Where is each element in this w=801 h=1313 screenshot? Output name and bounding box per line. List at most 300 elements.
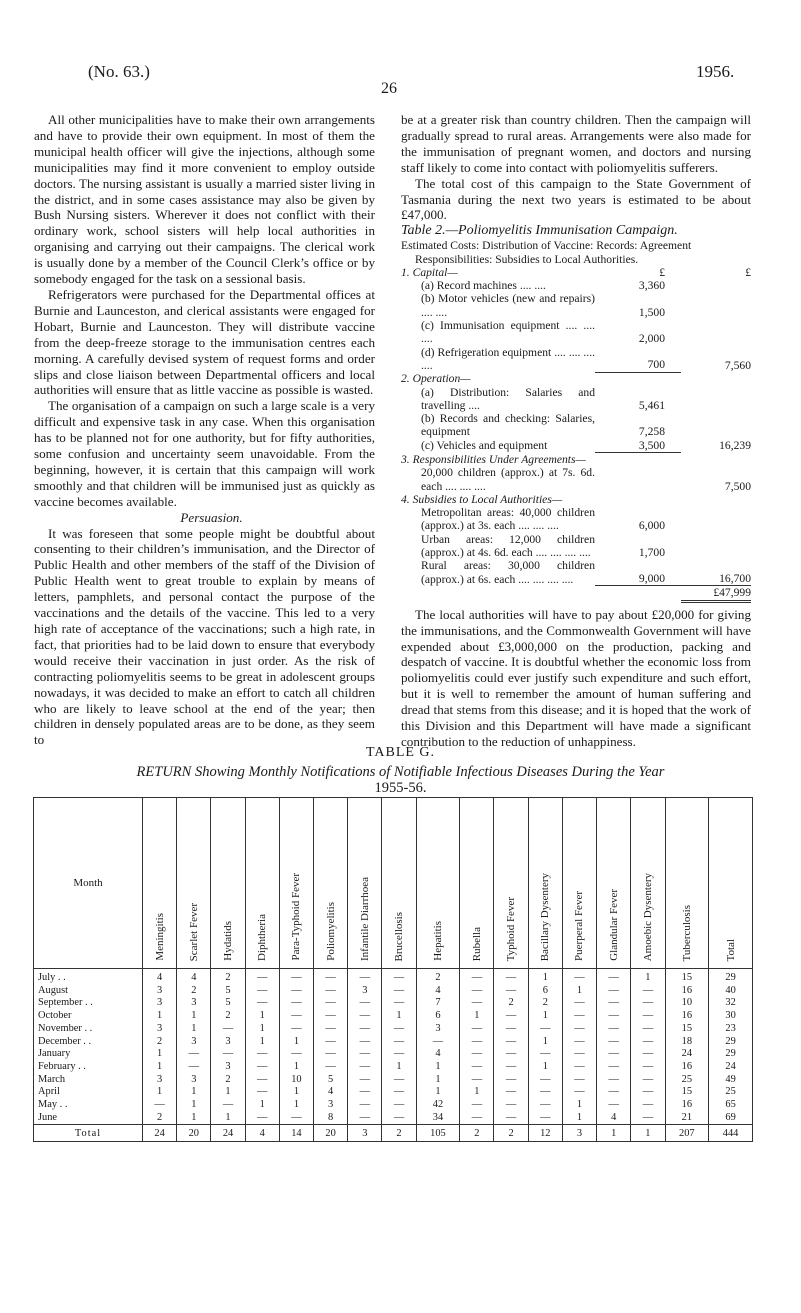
cost-subtotal: 16,700 [719,572,751,586]
month-cell: May . . [34,1099,143,1112]
paragraph-total-cost: The total cost of this campaign to the State Government of Tasmania during the next two years is estimated to be about £47,000. [401,175,751,223]
column-header [562,798,596,969]
value-cell: — [245,1086,279,1099]
total-cell: 444 [709,1125,753,1142]
value-cell: — [279,985,313,998]
column-header [460,798,494,969]
value-cell: — [494,985,528,998]
column-header-label: Glandular Fever [607,889,620,961]
cost-item: (a) Record machines .... .... [421,279,546,293]
value-cell: 5 [211,997,245,1010]
cost-item: 20,000 children (approx.) at 7s. 6d. each .... .... .... [421,466,595,493]
column-header [177,798,211,969]
table-2-description: Estimated Costs: Distribution of Vaccine: Records: Agreement Responsibilities: Subsidies to Local Authorities. [401,239,692,266]
document-year: 1956. [696,62,735,81]
cost-section-subsidies: 4. Subsidies to Local Authorities— [401,492,563,506]
value-cell: 4 [314,1086,348,1099]
column-header-label: Puerperal Fever [573,891,586,961]
value-cell: — [211,1048,245,1061]
value-cell: — [382,1112,416,1125]
value-cell: — [348,969,382,985]
value-cell: — [528,1048,562,1061]
value-cell: 1 [279,1099,313,1112]
value-cell: — [562,1061,596,1074]
total-cell: 3 [562,1125,596,1142]
cost-subtotal: 16,239 [719,439,751,453]
value-cell: — [597,1036,631,1049]
month-cell: January [34,1048,143,1061]
column-header-label: Amoebic Dysentery [641,872,654,961]
value-cell: — [314,997,348,1010]
value-cell: — [314,1036,348,1049]
value-cell: 29 [709,969,753,985]
month-cell: September . . [34,997,143,1010]
value-cell: — [314,969,348,985]
value-cell: 1 [245,1023,279,1036]
value-cell: 3 [177,997,211,1010]
value-cell: — [348,1061,382,1074]
value-cell: 5 [211,985,245,998]
value-cell: — [279,1112,313,1125]
cost-subtotal: 7,500 [724,479,751,493]
value-cell: — [348,1036,382,1049]
table-row [34,969,753,985]
month-cell: July . . [34,969,143,985]
cost-value: 9,000 [595,559,681,586]
value-cell: — [597,997,631,1010]
total-cell: 2 [494,1125,528,1142]
value-cell: — [460,1036,494,1049]
cost-value: 2,000 [638,332,665,346]
value-cell: 1 [245,1036,279,1049]
value-cell: 4 [597,1112,631,1125]
value-cell: 1 [631,969,665,985]
value-cell: — [494,1074,528,1087]
value-cell: — [631,1074,665,1087]
column-header [245,798,279,969]
value-cell: — [562,1023,596,1036]
value-cell: — [460,1023,494,1036]
value-cell: — [245,985,279,998]
value-cell: 16 [665,1061,709,1074]
table-row [34,1048,753,1061]
table-row [34,1023,753,1036]
total-cell: 24 [143,1125,177,1142]
value-cell: 4 [177,969,211,985]
value-cell: 30 [709,1010,753,1023]
value-cell: — [597,1061,631,1074]
value-cell: — [631,985,665,998]
total-cell: 3 [348,1125,382,1142]
total-cell: 20 [314,1125,348,1142]
column-header [665,798,709,969]
month-cell: October [34,1010,143,1023]
total-cell: 14 [279,1125,313,1142]
month-cell: February . . [34,1061,143,1074]
value-cell: — [314,1048,348,1061]
value-cell: — [631,1099,665,1112]
value-cell: — [348,1023,382,1036]
table-row [34,1086,753,1099]
value-cell: — [494,1010,528,1023]
value-cell: 1 [177,1010,211,1023]
column-header-label: Brucellosis [393,911,406,961]
value-cell: 1 [211,1112,245,1125]
value-cell: 1 [211,1086,245,1099]
value-cell: 1 [562,985,596,998]
column-header-label: Bacillary Dysentery [539,872,552,961]
value-cell: 1 [177,1112,211,1125]
value-cell: — [494,1112,528,1125]
table-2-label: Table 2. [401,223,446,239]
value-cell: 1 [143,1086,177,1099]
subheading-persuasion: Persuasion. [180,509,243,525]
table-row [34,1112,753,1125]
paragraph-local-authorities: The local authorities will have to pay about £20,000 for giving the immunisations, and the Commonwealth Government will have expended about £3,000,000 on the production, packing and despatch of vaccine. It is doubtful whether the economic loss from poliomyelitis could ever justify such expenditure and such effort, but it is well to remember the amount of human suffering and dread that stems from this disease; and it is hoped that the work of this Division and this Department will have made a significant contribution to the reduction of unhappiness. [401,606,751,750]
column-header-month: Month [34,798,143,969]
value-cell: — [460,997,494,1010]
value-cell: 2 [528,997,562,1010]
value-cell: — [279,1023,313,1036]
value-cell: 69 [709,1112,753,1125]
total-cell: 24 [211,1125,245,1142]
value-cell: 1 [562,1112,596,1125]
value-cell: — [460,969,494,985]
value-cell: — [279,997,313,1010]
value-cell: 42 [416,1099,460,1112]
column-header-label: Rubella [470,926,483,961]
month-cell: June [34,1112,143,1125]
table-g-year: 1955-56. [374,780,427,796]
value-cell: — [631,1061,665,1074]
cost-value: 1,500 [638,305,665,319]
value-cell: — [631,1010,665,1023]
value-cell: — [528,1023,562,1036]
value-cell: — [382,1036,416,1049]
total-cell: 207 [665,1125,709,1142]
column-header [314,798,348,969]
value-cell: 1 [177,1023,211,1036]
total-cell: 4 [245,1125,279,1142]
value-cell: — [279,1010,313,1023]
value-cell: 3 [211,1036,245,1049]
value-cell: — [382,1086,416,1099]
column-header [143,798,177,969]
value-cell: — [597,1074,631,1087]
value-cell: 3 [177,1036,211,1049]
value-cell: — [494,1023,528,1036]
value-cell: 25 [665,1074,709,1087]
value-cell: 1 [528,1061,562,1074]
page-number: 26 [381,80,397,97]
column-header-label: Diphtheria [256,913,269,961]
value-cell: 1 [382,1061,416,1074]
month-cell: April [34,1086,143,1099]
month-cell: December . . [34,1036,143,1049]
value-cell: 29 [709,1048,753,1061]
value-cell: 7 [416,997,460,1010]
value-cell: — [597,1010,631,1023]
value-cell: — [245,1048,279,1061]
paragraph-refrigerators: Refrigerators were purchased for the Departmental offices at Burnie and Launceston, and clerical assistants were engaged for Hobart, Burnie and Launceston. They will distribute vaccine from the deep-freeze storage to the immunisation centres each morning. A carefully devised system of request forms and order slips and close liaison between Departmental officers and local authorities will ensure that as little vaccine as possible is wasted. [34,286,375,398]
value-cell: 4 [416,1048,460,1061]
value-cell: — [597,1048,631,1061]
value-cell: — [460,1099,494,1112]
cost-value: 6,000 [638,519,665,533]
value-cell: — [382,1074,416,1087]
table-row [34,1061,753,1074]
value-cell: — [245,969,279,985]
column-header [211,798,245,969]
paragraph-organisation: The organisation of a campaign on such a large scale is a very difficult and expensive task in any case. When this organisation has to be planned not for one authority, but for fifty authorities, some confusion and uncertainty seem unavoidable. From the beginning, however, it is certain that this campaign will work smoothly and that children will be immunised just as quickly as vaccine becomes available. [34,398,375,509]
total-cell: 2 [460,1125,494,1142]
value-cell: 8 [314,1112,348,1125]
value-cell: 3 [143,985,177,998]
paragraph-rural-spread: be at a greater risk than country children. Then the campaign will gradually spread to rural areas. Arrangements were also made for the immunisation of pregnant women, and doctors and nursing staff likely to come into contact with poliomyelitis sufferers. [401,112,751,175]
value-cell: 65 [709,1099,753,1112]
table-row [34,997,753,1010]
value-cell: — [348,1112,382,1125]
value-cell: — [562,1010,596,1023]
value-cell: 10 [665,997,709,1010]
column-header-label: Meningitis [153,913,166,961]
total-row-label: Total [34,1125,143,1142]
value-cell: — [597,1099,631,1112]
value-cell: 10 [279,1074,313,1087]
cost-item: (a) Distribution: Salaries and travelling .... [421,385,595,412]
value-cell: 49 [709,1074,753,1087]
value-cell: — [382,997,416,1010]
value-cell: 24 [665,1048,709,1061]
value-cell: — [631,1112,665,1125]
total-cell: 12 [528,1125,562,1142]
notifications-table [33,797,753,1142]
value-cell: 21 [665,1112,709,1125]
value-cell: — [494,1061,528,1074]
value-cell: — [528,1099,562,1112]
value-cell: — [562,1086,596,1099]
value-cell: 24 [709,1061,753,1074]
column-header-label: Poliomyelitis [324,902,337,961]
value-cell: — [177,1048,211,1061]
value-cell: — [460,1112,494,1125]
value-cell: — [494,1086,528,1099]
column-header-label: Scarlet Fever [187,902,200,961]
value-cell: 15 [665,969,709,985]
value-cell: — [416,1036,460,1049]
column-header [416,798,460,969]
table-2-title [401,223,751,239]
right-column [401,112,751,750]
value-cell: 40 [709,985,753,998]
value-cell: 1 [416,1074,460,1087]
value-cell: 3 [143,1023,177,1036]
document-number: (No. 63.) [88,62,150,81]
value-cell: 29 [709,1036,753,1049]
value-cell: — [279,1048,313,1061]
value-cell: 4 [416,985,460,998]
value-cell: 15 [665,1023,709,1036]
currency-symbol: £ [745,265,751,279]
column-header-label: Total [724,938,737,961]
cost-section-operation: 2. Operation— [401,372,471,386]
value-cell: — [382,1048,416,1061]
column-header-label: Infantile Diarrhoea [358,877,371,961]
cost-table [401,266,751,603]
cost-item: (c) Vehicles and equipment [421,439,548,453]
total-cell: 1 [597,1125,631,1142]
value-cell: — [597,985,631,998]
value-cell: — [528,1112,562,1125]
value-cell: 3 [314,1099,348,1112]
value-cell: — [382,1099,416,1112]
value-cell: 1 [528,1036,562,1049]
value-cell: 1 [416,1086,460,1099]
value-cell: 1 [460,1010,494,1023]
cost-value: 700 [595,346,681,373]
value-cell: 23 [709,1023,753,1036]
value-cell: — [143,1099,177,1112]
currency-symbol: £ [659,265,665,279]
value-cell: 1 [382,1010,416,1023]
value-cell: — [245,1074,279,1087]
cost-grand-total: £47,999 [681,586,751,601]
total-cell: 2 [382,1125,416,1142]
cost-value: 7,258 [638,425,665,439]
value-cell: — [528,1074,562,1087]
value-cell: 4 [143,969,177,985]
value-cell: 3 [348,985,382,998]
value-cell: — [562,1036,596,1049]
value-cell: 34 [416,1112,460,1125]
value-cell: — [460,985,494,998]
total-cell: 20 [177,1125,211,1142]
table-g-heading: TABLE G. [365,745,436,760]
value-cell: 3 [211,1061,245,1074]
cost-value: 3,500 [595,439,681,453]
column-header [279,798,313,969]
value-cell: — [597,1023,631,1036]
cost-item: (b) Records and checking: Salaries, equipment [421,412,595,439]
value-cell: — [245,1112,279,1125]
value-cell: 3 [143,997,177,1010]
month-cell: March [34,1074,143,1087]
value-cell: — [314,1023,348,1036]
value-cell: 2 [494,997,528,1010]
table-row [34,1036,753,1049]
value-cell: 1 [279,1061,313,1074]
cost-value: 3,360 [638,279,665,293]
cost-section-agreements: 3. Responsibilities Under Agreements— [401,453,586,466]
value-cell: — [382,1023,416,1036]
value-cell: 16 [665,1010,709,1023]
value-cell: — [211,1099,245,1112]
table-2-name: —Poliomyelitis Immunisation Campaign. [445,223,678,239]
column-header [382,798,416,969]
value-cell: 15 [665,1086,709,1099]
value-cell: — [382,985,416,998]
value-cell: 1 [279,1036,313,1049]
value-cell: — [562,1074,596,1087]
value-cell: — [314,1010,348,1023]
column-header-label: Hydatids [222,921,234,961]
cost-value: 5,461 [638,398,665,412]
value-cell: 1 [177,1099,211,1112]
value-cell: 6 [528,985,562,998]
value-cell: 2 [416,969,460,985]
value-cell: — [211,1023,245,1036]
value-cell: 1 [143,1061,177,1074]
value-cell: 3 [177,1074,211,1087]
cost-section-capital: 1. Capital— [401,265,458,279]
value-cell: — [494,1036,528,1049]
column-header [528,798,562,969]
cost-item: (c) Immunisation equipment .... .... .... [421,319,595,346]
value-cell: — [494,969,528,985]
value-cell: 6 [416,1010,460,1023]
value-cell: — [348,1099,382,1112]
value-cell: — [382,969,416,985]
cost-value: 1,700 [638,546,665,560]
table-row [34,985,753,998]
value-cell: — [631,1086,665,1099]
value-cell: 1 [528,1010,562,1023]
value-cell: — [314,985,348,998]
column-header [597,798,631,969]
table-row [34,1099,753,1112]
value-cell: — [597,969,631,985]
value-cell: — [562,997,596,1010]
value-cell: 2 [211,969,245,985]
value-cell: — [460,1074,494,1087]
value-cell: 16 [665,1099,709,1112]
value-cell: — [460,1061,494,1074]
table-g-subtitle: RETURN Showing Monthly Notifications of Notifiable Infectious Diseases During the Year [136,764,665,780]
value-cell: — [348,1086,382,1099]
value-cell: — [348,1074,382,1087]
value-cell: 1 [279,1086,313,1099]
value-cell: — [348,1048,382,1061]
value-cell: 25 [709,1086,753,1099]
value-cell: 18 [665,1036,709,1049]
value-cell: — [177,1061,211,1074]
value-cell: — [348,1010,382,1023]
cost-item: (d) Refrigeration equipment .... .... .... .... [421,345,595,372]
value-cell: 2 [211,1010,245,1023]
value-cell: — [494,1048,528,1061]
value-cell: — [494,1099,528,1112]
column-header [494,798,528,969]
value-cell: — [631,1048,665,1061]
total-cell: 105 [416,1125,460,1142]
value-cell: — [562,969,596,985]
column-header-label: Para-Typhoid Fever [290,873,303,961]
column-header [348,798,382,969]
value-cell: 3 [143,1074,177,1087]
value-cell: — [279,969,313,985]
value-cell: 32 [709,997,753,1010]
value-cell: — [631,1023,665,1036]
value-cell: 1 [245,1010,279,1023]
value-cell: — [314,1061,348,1074]
value-cell: — [460,1048,494,1061]
left-column [34,112,375,748]
value-cell: 1 [416,1061,460,1074]
paragraph-persuasion: It was foreseen that some people might be doubtful about consenting to their children’s immunisation, and the Director of Public Health and other members of the staff of the Division of Public Health went to great trouble to explain by means of letters, pamphlets, and personal contact the purpose of the vaccinations and the details of the vaccine. This led to a very high rate of acceptance of the vaccinations; such a high rate, in fact, that priorities had to be laid down to ensure that everybody would receive their vaccination in just order. As the risk of contracting poliomyelitis seems to be great in adolescent groups nowadays, it was decided to make an effort to catch all children who are likely to leave school at the end of the year; then children in densely populated areas are to be done, as they seem to [34,525,375,748]
value-cell: 5 [314,1074,348,1087]
value-cell: 2 [143,1112,177,1125]
column-header [709,798,753,969]
